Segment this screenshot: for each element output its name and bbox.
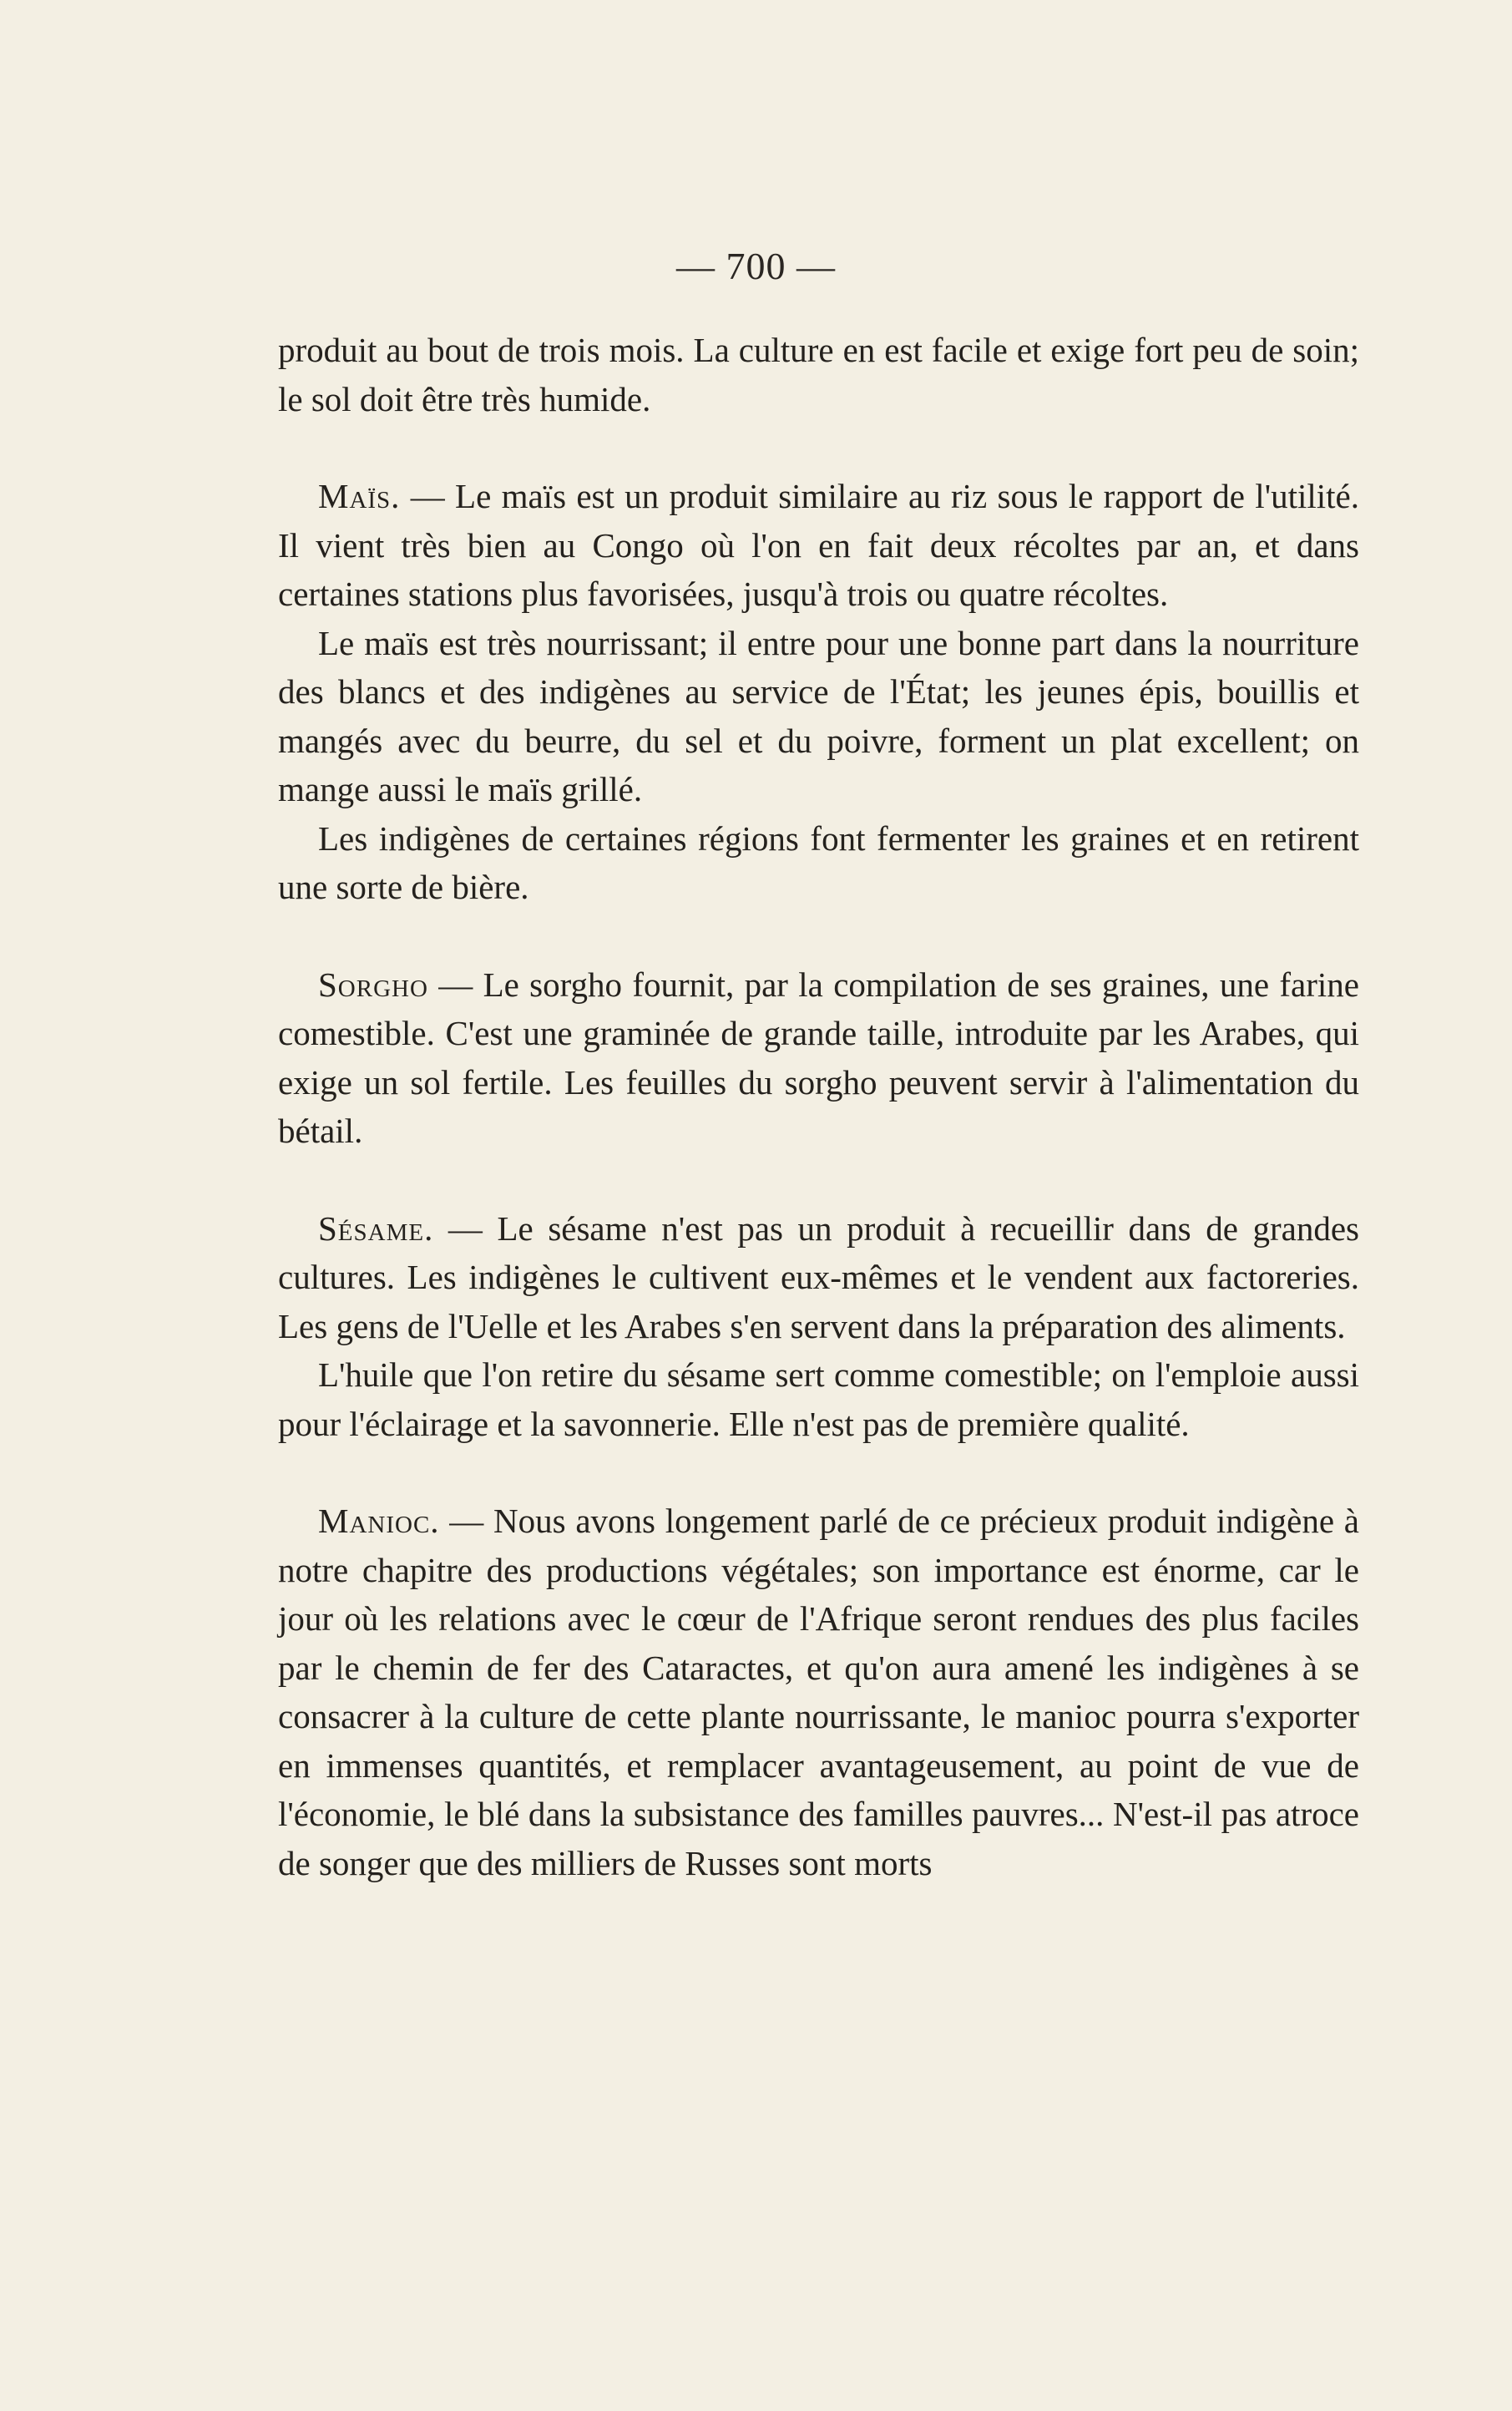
paragraph-manioc [278,1497,1359,1887]
paragraph-sesame [278,1204,1359,1351]
paragraph-mais-2: Le maïs est très nourrissant; il entre pour une bonne part dans la nourriture des blancs et des indigènes au service de l'État; les jeunes épis, bouillis et mangés avec du beurre, du sel et du poivre, forment un plat excellent; on mange aussi le maïs grillé. [278,623,1359,808]
paragraph-mais-body: — Le maïs est un produit similaire au riz sous le rapport de l'utilité. Il vient très bien au Congo où l'on en fait deux récoltes par an, et dans certaines stations plus favorisées, jusqu'à trois ou quatre récoltes. [278,477,1359,613]
paragraph-manioc-body: — Nous avons longement parlé de ce précieux produit indigène à notre chapitre des productions végétales; son importance est énorme, car le jour où les relations avec le cœur de l'Afrique seront rendues des plus faciles par le chemin de fer des Cataractes, et qu'on aura amené les indigènes à se consacrer à la culture de cette plante nourrissante, le manioc pourra s'exporter en immenses quantités, et remplacer avantageusement, au point de vue de l'économie, le blé dans la subsistance des familles pauvres... N'est-il pas atroce de songer que des milliers de Russes sont morts [278,1502,1359,1882]
section-heading-sesame: Sésame. [318,1208,434,1248]
paragraph-mais-3: Les indigènes de certaines régions font fermenter les graines et en retirent une sorte de bière. [278,818,1359,906]
paragraph-sesame-body: — Le sésame n'est pas un produit à recueillir dans de grandes cultures. Les indigènes le cultivent eux-mêmes et le vendent aux factoreries. Les gens de l'Uelle et les Arabes s'en servent dans la préparation des aliments. [278,1208,1359,1345]
page-number: — 700 — [676,245,836,287]
body-text [278,326,1359,1887]
section-heading-manioc: Manioc. [318,1502,440,1540]
paragraph-continuation: produit au bout de trois mois. La culture en est facile et exige fort peu de soin; le sol doit être très humide. [278,331,1359,418]
paragraph-sesame-2: L'huile que l'on retire du sésame sert comme comestible; on l'emploie aussi pour l'éclairage et la savonnerie. Elle n'est pas de première qualité. [278,1355,1359,1443]
paragraph-mais [278,472,1359,619]
section-heading-sorgho: Sorgho [318,965,428,1004]
section-heading-mais: Maïs. [318,477,401,515]
paragraph-sorgho [278,960,1359,1156]
paragraph-sorgho-body: — Le sorgho fournit, par la compilation de ses graines, une farine comestible. C'est une graminée de grande taille, introduite par les Arabes, qui exige un sol fertile. Les feuilles du sorgho peuvent servir à l'alimentation du bétail. [278,965,1359,1150]
